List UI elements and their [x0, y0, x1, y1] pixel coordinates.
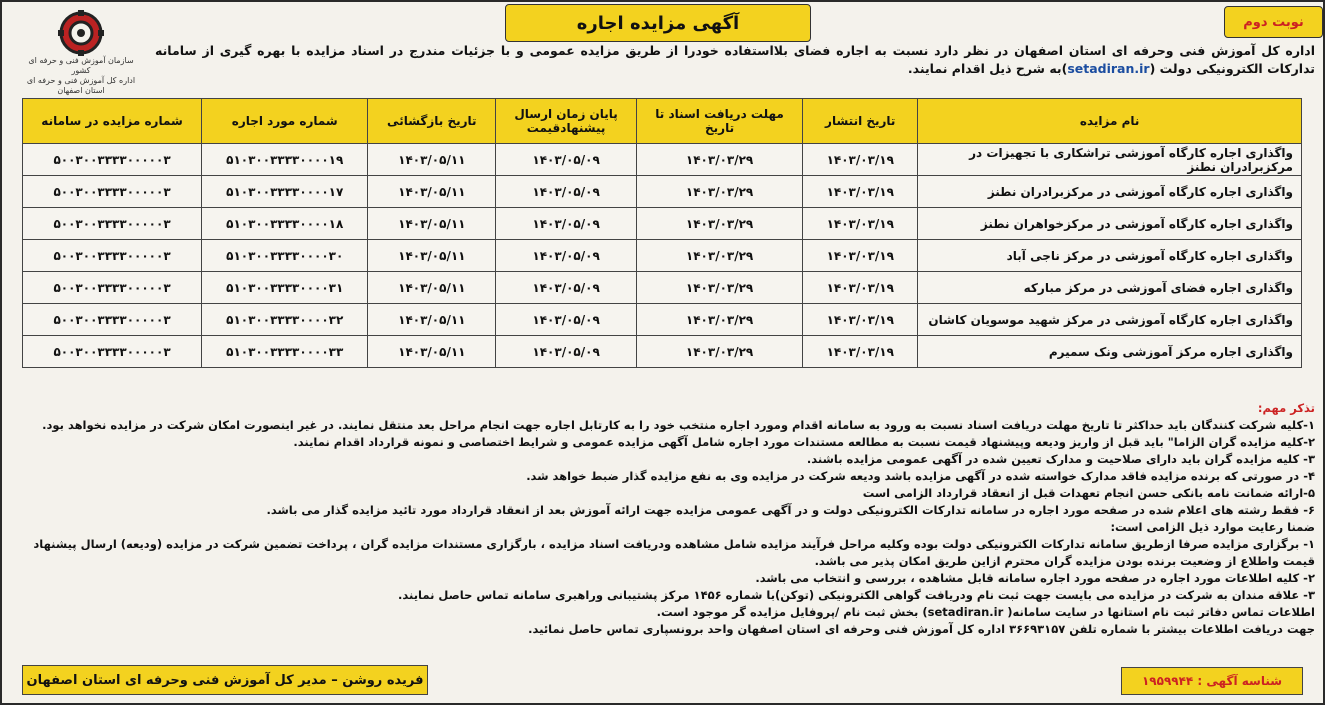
- note-item: ۱-کلیه شرکت کنندگان باید حداکثر تا تاریخ مهلت دریافت اسناد نسبت به ورود به سامانه اقدام ومورد اجاره منتخب خود را به کارتابل اجاره جهت انجام مراحل بعد منتقل نمایند. در غیر اینصورت امکان شرکت در مزایده نخواهد بود.: [42, 418, 1315, 432]
- table-row: [23, 176, 1302, 208]
- logo-text-2: اداره کل آموزش فنی و حرفه ای استان اصفهان: [26, 76, 136, 95]
- table-row: [23, 144, 1302, 176]
- notice-footer: [22, 665, 1303, 699]
- cell-system-no: ۵۰۰۳۰۰۳۳۳۳۰۰۰۰۰۳: [23, 336, 202, 368]
- signature-box: فریده روشن – مدیر کل آموزش فنی وحرفه ای استان اصفهان: [22, 665, 428, 695]
- cell-deadline: ۱۴۰۳/۰۳/۲۹: [636, 208, 802, 240]
- important-notes: [16, 400, 1315, 638]
- note-item: ۲- کلیه اطلاعات مورد اجاره در صفحه مورد اجاره سامانه قابل مشاهده ، بررسی و انتخاب می باشد.: [755, 571, 1315, 585]
- cell-system-no: ۵۰۰۳۰۰۳۳۳۳۰۰۰۰۰۳: [23, 144, 202, 176]
- col-doc-deadline: مهلت دریافت اسناد تا تاریخ: [636, 99, 802, 144]
- notice-title: آگهی مزایده اجاره: [505, 4, 811, 42]
- cell-lease-no: ۵۱۰۳۰۰۳۳۳۳۰۰۰۰۱۷: [202, 176, 368, 208]
- cell-deadline: ۱۴۰۳/۰۳/۲۹: [636, 272, 802, 304]
- note-item: ۴- در صورتی که برنده مزایده فاقد مدارک خواسته شده در آگهی مزایده باشد ودیعه شرکت در مزایده وی به نفع مزایده گذار ضبط خواهد شد.: [526, 469, 1315, 483]
- cell-publish: ۱۴۰۳/۰۳/۱۹: [803, 240, 918, 272]
- cell-lease-no: ۵۱۰۳۰۰۳۳۳۳۰۰۰۰۱۹: [202, 144, 368, 176]
- cell-publish: ۱۴۰۳/۰۳/۱۹: [803, 272, 918, 304]
- note-item: ۳- کلیه مزایده گران باید دارای صلاحیت و مدارک تعیین شده در آگهی عمومی مزایده باشند.: [806, 452, 1315, 466]
- cell-system-no: ۵۰۰۳۰۰۳۳۳۳۰۰۰۰۰۳: [23, 240, 202, 272]
- note-item: ۶- فقط رشته های اعلام شده در صفحه مورد اجاره در سامانه تدارکات الکترونیکی دولت و در آگهی عمومی مزایده جهت ارائه آموزش بعد از انعقاد قرارداد مورد تائید مزایده گذار می باشد.: [266, 503, 1315, 517]
- ad-code-badge: شناسه آگهی : ۱۹۵۹۹۴۴: [1121, 667, 1303, 695]
- col-lease-number: شماره مورد اجاره: [202, 99, 368, 144]
- cell-opening: ۱۴۰۳/۰۵/۱۱: [368, 240, 496, 272]
- note-item: ۲-کلیه مزایده گران الزاما" باید قبل از واریز ودیعه وپیشنهاد قیمت نسبت به مطالعه مستندات مورد اجاره شامل آگهی مزایده عمومی و شرایط اختصاصی و نمونه قرارداد اقدام نمایند.: [293, 435, 1315, 449]
- cell-system-no: ۵۰۰۳۰۰۳۳۳۳۰۰۰۰۰۳: [23, 272, 202, 304]
- col-publish-date: تاریخ انتشار: [803, 99, 918, 144]
- note-item: ۳- علاقه مندان به شرکت در مزایده می بایست جهت ثبت نام ودریافت گواهی الکترونیکی (توکن)با شماره ۱۴۵۶ مرکز پشتیبانی وراهبری سامانه تماس حاصل نمایند.: [398, 588, 1315, 602]
- table-row: [23, 304, 1302, 336]
- cell-name: واگذاری اجاره کارگاه آموزشی در مرکز شهید موسویان کاشان: [918, 304, 1302, 336]
- cell-name: واگذاری اجاره کارگاه آموزشی تراشکاری با تجهیزات در مرکزبرادران نطنز: [918, 144, 1302, 176]
- cell-opening: ۱۴۰۳/۰۵/۱۱: [368, 272, 496, 304]
- cell-bid-end: ۱۴۰۳/۰۵/۰۹: [496, 272, 637, 304]
- note-item: اطلاعات تماس دفاتر ثبت نام استانها در سایت سامانه( setadiran.ir) بخش ثبت نام /پروفایل مزایده گر موجود است.: [656, 605, 1315, 619]
- table-header-row: [23, 99, 1302, 144]
- note-item: ۵-ارائه ضمانت نامه بانکی حسن انجام تعهدات قبل از انعقاد قرارداد الزامی است: [862, 486, 1315, 500]
- intro-line-1: اداره کل آموزش فنی وحرفه ای استان اصفهان در نظر دارد نسبت به اجاره فضای بلااستفاده خودرا از طریق مزایده عمومی و با جزئیات مندرج در اسناد مزایده با بهره گیری از سامانه تدارکات: [155, 43, 1315, 76]
- cell-system-no: ۵۰۰۳۰۰۳۳۳۳۰۰۰۰۰۳: [23, 208, 202, 240]
- cell-publish: ۱۴۰۳/۰۳/۱۹: [803, 304, 918, 336]
- cell-opening: ۱۴۰۳/۰۵/۱۱: [368, 208, 496, 240]
- cell-system-no: ۵۰۰۳۰۰۳۳۳۳۰۰۰۰۰۳: [23, 304, 202, 336]
- col-auction-name: نام مزایده: [918, 99, 1302, 144]
- cell-publish: ۱۴۰۳/۰۳/۱۹: [803, 144, 918, 176]
- note-item: ضمنا رعایت موارد ذیل الزامی است:: [1110, 520, 1315, 534]
- col-opening-date: تاریخ بازگشائی: [368, 99, 496, 144]
- cell-bid-end: ۱۴۰۳/۰۵/۰۹: [496, 144, 637, 176]
- cell-lease-no: ۵۱۰۳۰۰۳۳۳۳۰۰۰۰۳۲: [202, 304, 368, 336]
- col-system-number: شماره مزایده در سامانه: [23, 99, 202, 144]
- table-row: [23, 208, 1302, 240]
- table-row: [23, 272, 1302, 304]
- intro-line-2-pre: الکترونیکی دولت (: [1149, 61, 1263, 76]
- organization-logo: [26, 10, 136, 94]
- gear-logo-icon: [51, 10, 111, 56]
- intro-paragraph: [155, 42, 1315, 78]
- cell-opening: ۱۴۰۳/۰۵/۱۱: [368, 176, 496, 208]
- cell-name: واگذاری اجاره فضای آموزشی در مرکز مبارکه: [918, 272, 1302, 304]
- cell-deadline: ۱۴۰۳/۰۳/۲۹: [636, 240, 802, 272]
- cell-deadline: ۱۴۰۳/۰۳/۲۹: [636, 304, 802, 336]
- cell-system-no: ۵۰۰۳۰۰۳۳۳۳۰۰۰۰۰۳: [23, 176, 202, 208]
- round-badge: نوبت دوم: [1224, 6, 1323, 38]
- table-row: [23, 336, 1302, 368]
- cell-name: واگذاری اجاره کارگاه آموزشی در مرکزخواهران نطنز: [918, 208, 1302, 240]
- cell-publish: ۱۴۰۳/۰۳/۱۹: [803, 336, 918, 368]
- note-item: جهت دریافت اطلاعات بیشتر با شماره تلفن ۳۶۶۹۳۱۵۷ اداره کل آموزش فنی وحرفه ای استان اصفهان واحد برونسپاری تماس حاصل نمائید.: [528, 622, 1315, 636]
- notice-header: [2, 2, 1323, 97]
- cell-lease-no: ۵۱۰۳۰۰۳۳۳۳۰۰۰۰۳۳: [202, 336, 368, 368]
- logo-text-1: سازمان آموزش فنی و حرفه ای کشور: [28, 56, 134, 75]
- cell-opening: ۱۴۰۳/۰۵/۱۱: [368, 336, 496, 368]
- cell-deadline: ۱۴۰۳/۰۳/۲۹: [636, 144, 802, 176]
- cell-name: واگذاری اجاره مرکز آموزشی ونک سمیرم: [918, 336, 1302, 368]
- cell-name: واگذاری اجاره کارگاه آموزشی در مرکز ناجی آباد: [918, 240, 1302, 272]
- table-row: [23, 240, 1302, 272]
- col-bid-deadline: پایان زمان ارسال پیشنهادقیمت: [496, 99, 637, 144]
- cell-publish: ۱۴۰۳/۰۳/۱۹: [803, 208, 918, 240]
- intro-line-2-post: )به شرح ذیل اقدام نمایند.: [907, 61, 1068, 76]
- cell-lease-no: ۵۱۰۳۰۰۳۳۳۳۰۰۰۰۱۸: [202, 208, 368, 240]
- auction-table: [22, 98, 1302, 368]
- cell-lease-no: ۵۱۰۳۰۰۳۳۳۳۰۰۰۰۳۱: [202, 272, 368, 304]
- cell-deadline: ۱۴۰۳/۰۳/۲۹: [636, 336, 802, 368]
- cell-bid-end: ۱۴۰۳/۰۵/۰۹: [496, 240, 637, 272]
- cell-bid-end: ۱۴۰۳/۰۵/۰۹: [496, 336, 637, 368]
- cell-bid-end: ۱۴۰۳/۰۵/۰۹: [496, 304, 637, 336]
- cell-opening: ۱۴۰۳/۰۵/۱۱: [368, 144, 496, 176]
- cell-deadline: ۱۴۰۳/۰۳/۲۹: [636, 176, 802, 208]
- cell-publish: ۱۴۰۳/۰۳/۱۹: [803, 176, 918, 208]
- cell-bid-end: ۱۴۰۳/۰۵/۰۹: [496, 208, 637, 240]
- cell-lease-no: ۵۱۰۳۰۰۳۳۳۳۰۰۰۰۳۰: [202, 240, 368, 272]
- setadiran-link[interactable]: setadiran.ir: [1067, 61, 1150, 76]
- cell-name: واگذاری اجاره کارگاه آموزشی در مرکزبرادران نطنز: [918, 176, 1302, 208]
- cell-opening: ۱۴۰۳/۰۵/۱۱: [368, 304, 496, 336]
- note-item: ۱- برگزاری مزایده صرفا ازطریق سامانه تدارکات الکترونیکی دولت بوده وکلیه مراحل فرآیند مزایده شامل مشاهده ودریافت اسناد مزایده ، بارگزاری مستندات مزایده گران ، پرداخت تضمین شرکت در مزایده (ودیعه) ارسال پیشنهاد قیمت واطلاع از وضعیت برنده بودن مزایده گران محترم ازاین طریق امکان پذیر می باشد.: [33, 537, 1315, 568]
- notes-heading: تذکر مهم:: [1257, 401, 1315, 415]
- auction-table-container: [22, 98, 1302, 368]
- cell-bid-end: ۱۴۰۳/۰۵/۰۹: [496, 176, 637, 208]
